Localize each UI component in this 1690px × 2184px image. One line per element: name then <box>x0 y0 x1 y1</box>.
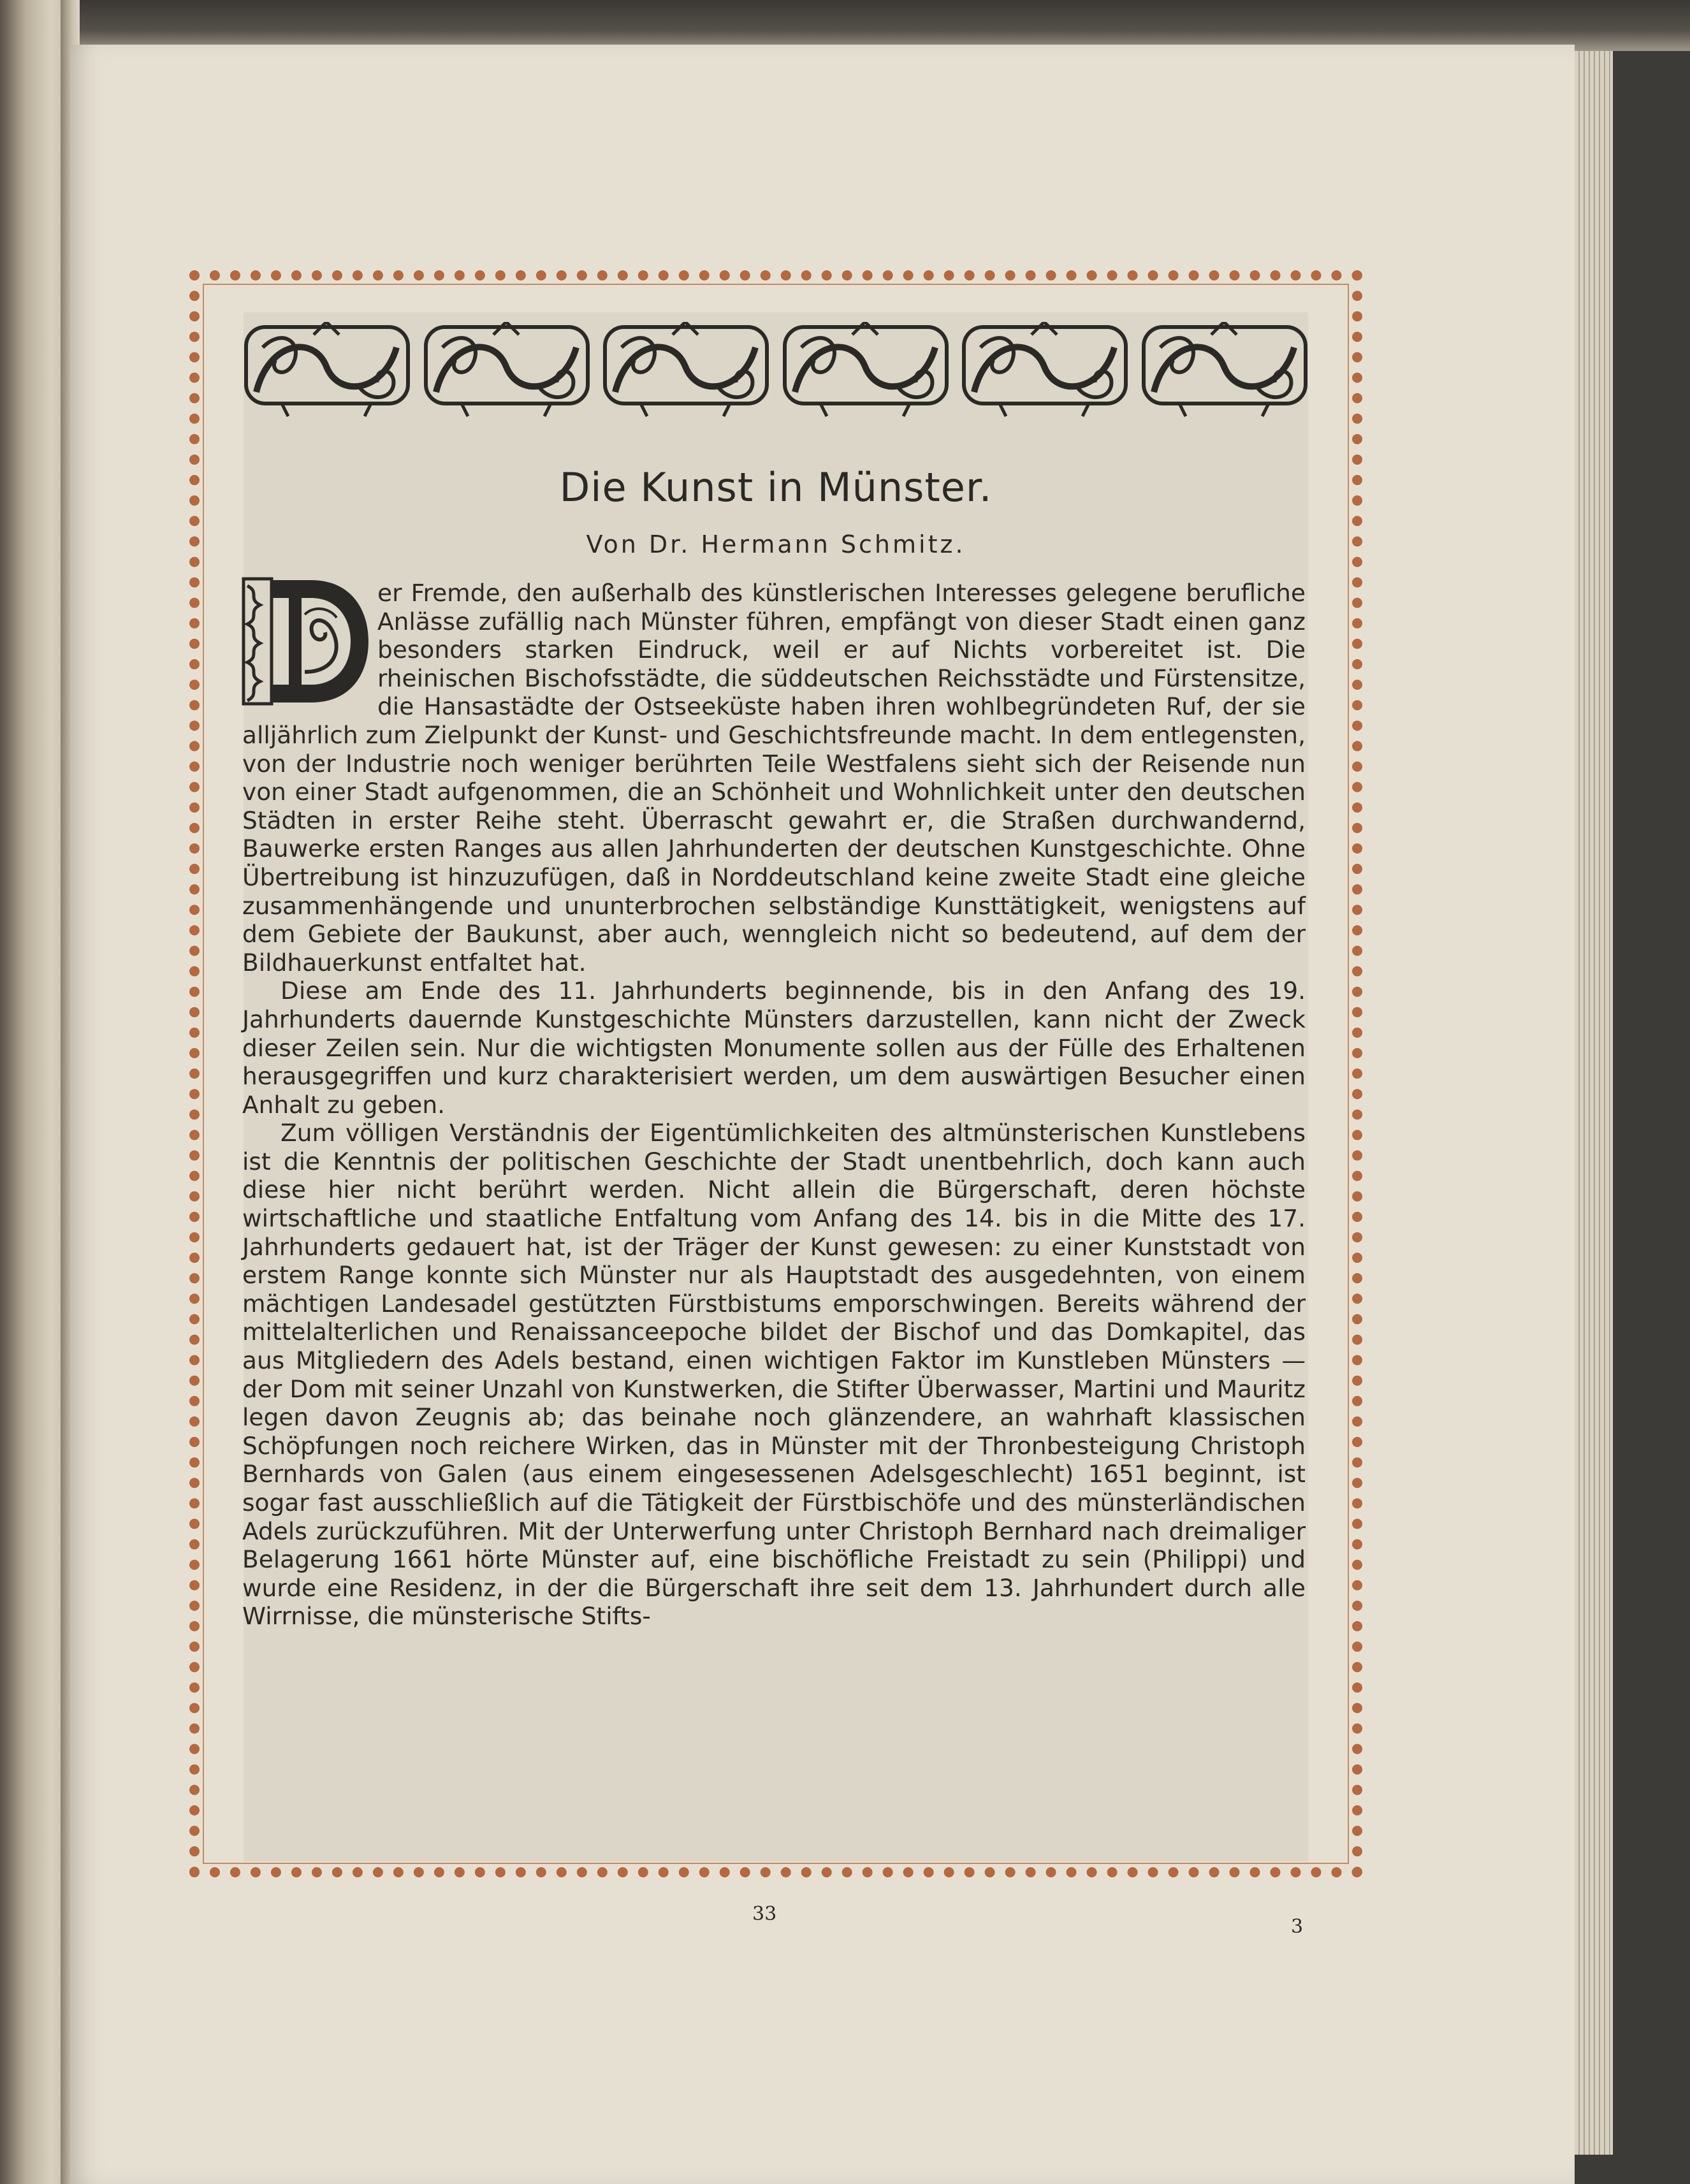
vine-ornament-icon <box>961 322 1128 418</box>
article-title: Die Kunst in Münster. <box>559 464 993 511</box>
vine-ornament-icon <box>423 322 590 418</box>
paragraph: er Fremde, den außerhalb des künstlerischen Interesses gelegene berufliche Anlässe zufällig nach Münster führen, empfängt von dieser Stadt einen ganz besonders starken Eindruck, weil er auf Nichts vorbereitet ist. Die rheinischen Bischofsstädte, die süddeutschen Reichsstädte und Fürstensitze, die Hansastädte der Ostseeküste haben ihren wohlbegründeten Ruf, der sie alljährlich zum Zielpunkt der Kunst- und Geschichtsfreunde macht. In dem entlegensten, von der Industrie noch weniger berührten Teile Westfalens sieht sich der Reisende nun von einer Stadt aufgenommen, die an Schönheit und Wohnlichkeit unter den deutschen Städten in erster Reihe steht. Überrascht gewahrt er, die Straßen durchwandernd, Bauwerke ersten Ranges aus allen Jahrhunderten der deutschen Kunstgeschichte. Ohne Übertreibung ist hinzuzufügen, daß in Norddeutschland keine zweite Stadt eine gleiche zusammenhängende und ununterbrochen selbständige Kunsttätigkeit, wenigstens auf dem Gebiete der Baukunst, aber auch, wenngleich nicht so bedeutend, auf dem der Bildhauerkunst entfaltet hat. <box>242 579 1306 977</box>
sheet-signature: 3 <box>1291 1916 1304 1938</box>
vine-ornament-icon <box>1141 322 1308 418</box>
page-edges <box>1575 51 1613 2155</box>
vine-ornament-icon <box>602 322 769 418</box>
scan-top-shadow <box>70 0 1690 51</box>
paragraph: Zum völligen Verständnis der Eigentümlichkeiten des altmünsterischen Kunstlebens ist die Kenntnis der politischen Geschichte der Stadt unentbehrlich, doch kann auch diese hier nicht berührt werden. Nicht allein die Bürgerschaft, deren höchste wirtschaftliche und staatliche Entfaltung vom Anfang des 14. bis in die Mitte des 17. Jahrhunderts gedauert hat, ist der Träger der Kunst gewesen: zu einer Kunststadt von erstem Range konnte sich Münster nur als Hauptstadt des ausgedehnten, von einem mächtigen Landesadel gestützten Fürstbistums emporschwingen. Bereits während der mittelalterlichen und Renaissanceepoche bildet der Bischof und das Domkapitel, das aus Mitgliedern des Adels bestand, einen wichtigen Faktor im Kunstleben Münsters — der Dom mit seiner Unzahl von Kunstwerken, die Stifter Überwasser, Martini und Mauritz legen davon Zeugnis ab; das beinahe noch glänzendere, an wahrhaft klassischen Schöpfungen noch reichere Wirken, das in Münster mit der Thronbesteigung Christoph Bernhards von Galen (aus einem eingesessenen Adelsgeschlecht) 1651 beginnt, ist sogar fast ausschließlich auf die Tätigkeit der Fürstbischöfe und des münsterländischen Adels zurückzuführen. Mit der Unterwerfung unter Christoph Bernhard nach dreimaliger Belagerung 1661 hörte Münster auf, eine bischöfliche Freistadt zu sein (Philippi) und wurde eine Residenz, in der die Bürgerschaft ihre seit dem 13. Jahrhundert durch alle Wirrnisse, die münsterische Stifts- <box>242 1119 1306 1631</box>
vine-ornament-icon <box>782 322 949 418</box>
decorated-initial-d <box>241 576 375 707</box>
ornament-frieze <box>244 322 1308 418</box>
left-page-edge <box>0 0 64 2184</box>
article-author: Von Dr. Hermann Schmitz. <box>586 530 966 558</box>
article-body <box>241 576 1306 1631</box>
page-number: 33 <box>752 1903 777 1925</box>
initial-letter-text: D <box>241 576 242 577</box>
paragraph: Diese am Ende des 11. Jahrhunderts beginnende, bis in den Anfang des 19. Jahrhunderts dauernde Kunstgeschichte Münsters darzustellen, kann nicht der Zweck dieser Zeilen sein. Nur die wichtigsten Monumente sollen aus der Fülle des Erhaltenen herausgegriffen und kurz charakterisiert werden, um dem auswärtigen Besucher einen Anhalt zu geben. <box>242 977 1306 1119</box>
vine-ornament-icon <box>244 322 411 418</box>
